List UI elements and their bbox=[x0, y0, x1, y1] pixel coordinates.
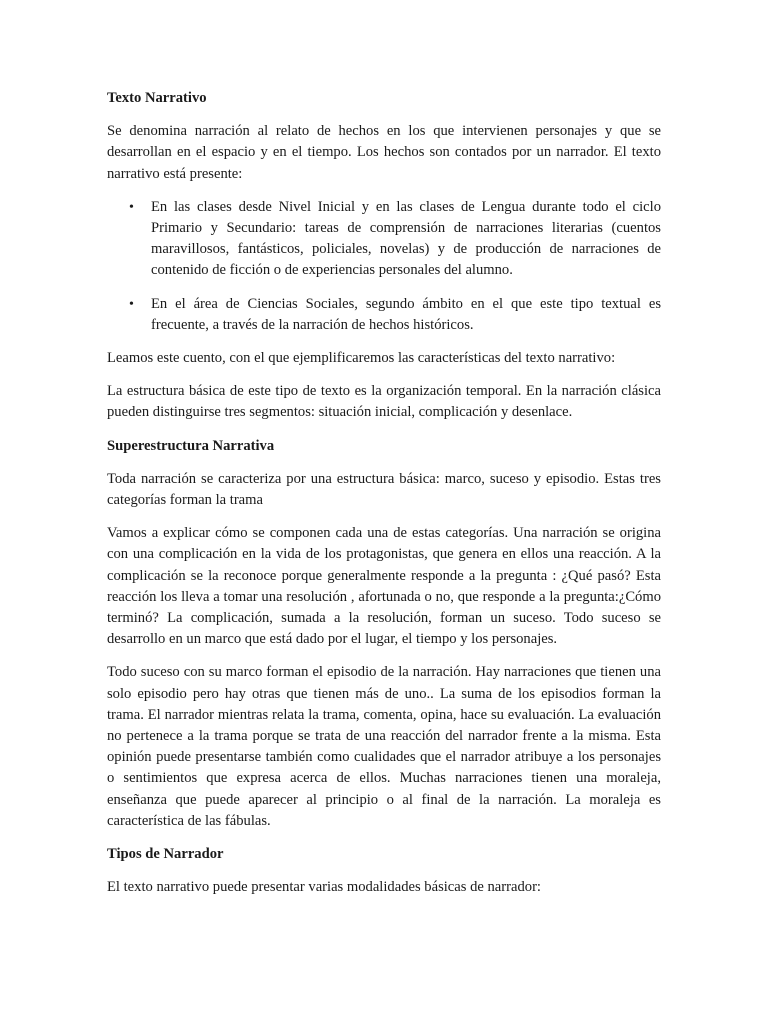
list-item-text: En el área de Ciencias Sociales, segundo ámbito en el que este tipo textual es frecuente, a través de la narración de hechos históricos. bbox=[151, 295, 661, 333]
paragraph-modalidades: El texto narrativo puede presentar varias modalidades básicas de narrador: bbox=[107, 879, 541, 896]
document-page bbox=[107, 88, 661, 911]
paragraph-categorias: Vamos a explicar cómo se componen cada una de estas categorías. Una narración se origina con una complicación en la vida de los protagonistas, que genera en ellos una reacción. A la complicación se la reconoce porque generalmente responde a la pregunta : ¿Qué pasó? Esta reacción los lleva a tomar una resolución , afortunada o no, que responde a la pregunta:¿Cómo terminó? La complicación, sumada a la resolución, forman un suceso. Todo suceso se desarrollo en un marco que está dado por el lugar, el tiempo y los personajes. bbox=[107, 525, 661, 648]
heading-superestructura: Superestructura Narrativa bbox=[107, 437, 275, 454]
paragraph-episodio: Todo suceso con su marco forman el episodio de la narración. Hay narraciones que tienen una solo episodio pero hay otras que tienen más de uno.. La suma de los episodios forman la trama. El narrador mientras relata la trama, comenta, opina, hace su evaluación. La evaluación no pertenece a la trama porque se trata de una reacción del narrador frente a la misma. Esta opinión puede presentarse también como cualidades que el narrador atribuye a los personajes o sentimientos que expresa acerca de ellos. Muchas narraciones tienen una moraleja, enseñanza que puede aparecer al principio o al final de la narración. La moraleja es característica de las fábulas. bbox=[107, 664, 661, 829]
paragraph-definition: Se denomina narración al relato de hechos en los que intervienen personajes y que se desarrollan en el espacio y en el tiempo. Los hechos son contados por un narrador. El texto narrativo está presente: bbox=[107, 123, 661, 182]
heading-texto-narrativo: Texto Narrativo bbox=[107, 90, 207, 106]
bullet-list bbox=[107, 197, 661, 336]
list-item bbox=[129, 197, 661, 282]
paragraph-leamos: Leamos este cuento, con el que ejemplificaremos las características del texto narrativo: bbox=[107, 350, 616, 367]
list-item-text: En las clases desde Nivel Inicial y en las clases de Lengua durante todo el ciclo Primario y Secundario: tareas de comprensión de narraciones literarias (cuentos maravillosos, fantásticos, policiales, novelas) y de producción de narraciones de contenido de ficción o de experiencias personales del alumno. bbox=[151, 198, 661, 279]
bullet-icon: • bbox=[129, 296, 134, 312]
paragraph-estructura: La estructura básica de este tipo de texto es la organización temporal. En la narración clásica pueden distinguirse tres segmentos: situación inicial, complicación y desenlace. bbox=[107, 383, 661, 421]
heading-tipos-narrador: Tipos de Narrador bbox=[107, 846, 224, 863]
paragraph-toda-narracion: Toda narración se caracteriza por una estructura básica: marco, suceso y episodio. Estas tres categorías forman la trama bbox=[107, 470, 661, 509]
bullet-icon: • bbox=[129, 199, 134, 215]
list-item bbox=[129, 294, 661, 336]
